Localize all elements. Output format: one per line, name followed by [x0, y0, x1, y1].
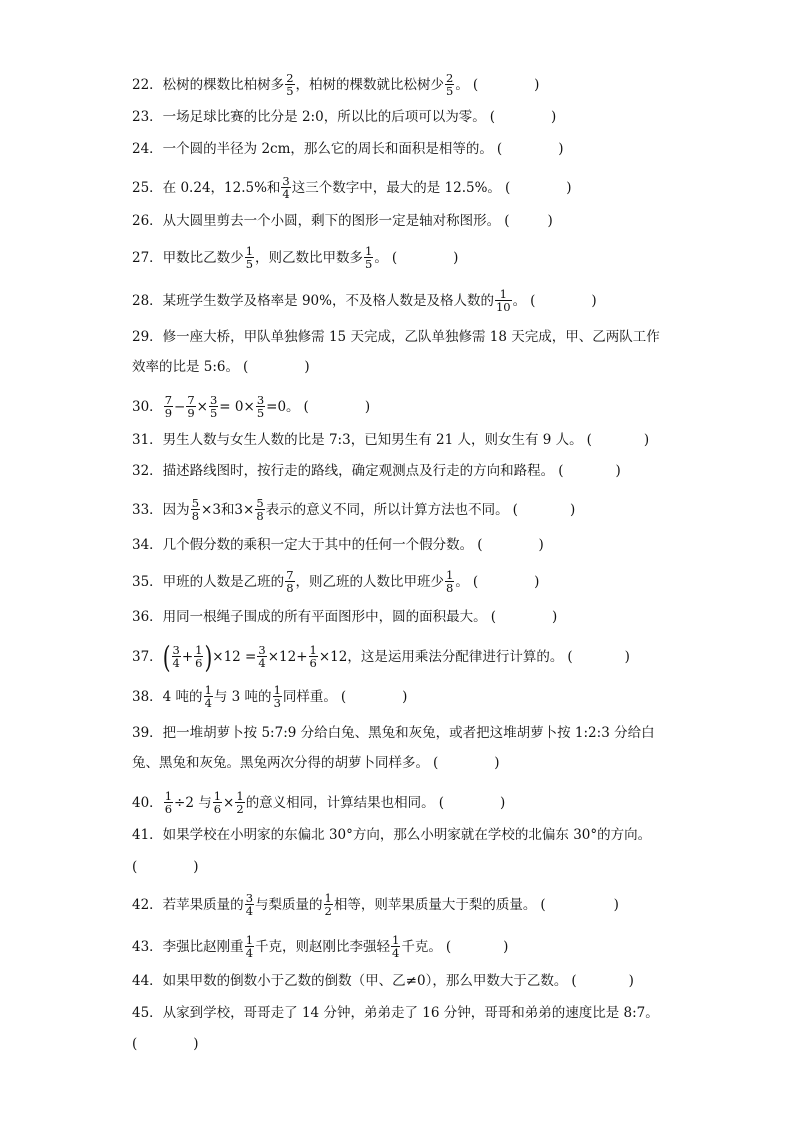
question-text: 。: [374, 249, 388, 266]
denominator: 8: [256, 509, 264, 523]
numerator: 3: [282, 174, 290, 188]
left-bracket: (: [162, 638, 171, 675]
question-text: 。: [455, 76, 469, 93]
fraction: [235, 790, 244, 815]
numerator: 1: [195, 643, 203, 657]
numerator: 1: [204, 683, 212, 697]
question-text: 32．描述路线图时，按行走的路线，确定观测点及行走的方向和路程。: [132, 463, 555, 479]
fraction: [285, 569, 294, 594]
numerator: 5: [256, 496, 264, 510]
denominator: 5: [365, 257, 373, 271]
question-text: 兔、黑兔和灰兔。黑兔两次分得的胡萝卜同样多。: [132, 755, 429, 771]
question-text: 相等，则苹果质量大于梨的质量。: [333, 896, 537, 913]
numerator: 1: [365, 244, 373, 258]
close-paren: ): [402, 688, 408, 705]
answer-blank[interactable]: [504, 212, 553, 230]
denominator: 4: [172, 656, 180, 670]
numerator: 1: [273, 683, 281, 697]
fraction: [391, 934, 400, 959]
close-paren: ): [503, 938, 509, 955]
question-29-cont: [132, 358, 310, 376]
close-paren: ): [550, 109, 557, 125]
numerator: 1: [309, 643, 317, 657]
question-text: 千克，则赵刚比李强轻: [255, 938, 391, 955]
question-43: [132, 934, 508, 959]
open-paren: (: [132, 859, 138, 875]
numerator: 7: [164, 393, 173, 407]
close-paren: ): [624, 648, 630, 665]
open-paren: (: [243, 359, 249, 375]
close-paren: ): [558, 141, 564, 157]
operator: ×12: [318, 648, 348, 665]
close-paren: ): [566, 179, 572, 196]
answer-blank[interactable]: [132, 1035, 199, 1053]
open-paren: (: [445, 938, 452, 955]
question-45-cont: [132, 1035, 199, 1053]
operator: ×: [223, 794, 235, 811]
question-text: 39．把一堆胡萝卜按 5:7:9 分给白兔、黑兔和灰兔，或者把这堆胡萝卜按 1:2:3 分给白: [132, 725, 655, 741]
denominator: 5: [446, 84, 454, 98]
question-text: ，柏树的棵数就比松树少: [295, 76, 445, 93]
fraction: [186, 394, 195, 419]
numerator: 1: [213, 789, 222, 803]
question-text: 22．松树的棵数比柏树多: [132, 76, 285, 93]
question-text: ，则乙数比甲数多: [255, 249, 364, 266]
numerator: 1: [324, 891, 332, 905]
denominator: 4: [392, 946, 400, 960]
question-26: [132, 212, 553, 230]
question-25: [132, 175, 572, 200]
numerator: 3: [209, 393, 218, 407]
answer-blank[interactable]: [571, 972, 634, 990]
fraction: [273, 684, 282, 709]
answer-blank[interactable]: [567, 648, 630, 666]
close-paren: ): [615, 463, 621, 479]
operator: ×: [196, 398, 208, 415]
denominator: 5: [245, 257, 254, 271]
numerator: 7: [187, 393, 195, 407]
question-38: [132, 684, 407, 709]
answer-blank[interactable]: [587, 431, 650, 449]
question-text: 35．甲班的人数是乙班的: [132, 573, 285, 590]
answer-blank[interactable]: [513, 501, 576, 519]
numerator: 1: [499, 287, 507, 301]
answer-blank[interactable]: [558, 462, 621, 480]
close-paren: ): [591, 292, 597, 309]
open-paren: (: [433, 755, 439, 771]
fraction: [324, 892, 333, 917]
numerator: 3: [256, 393, 265, 407]
fraction: [364, 245, 373, 270]
open-paren: (: [472, 573, 479, 590]
denominator: 6: [164, 802, 173, 816]
answer-blank[interactable]: [439, 794, 506, 812]
fraction: [245, 245, 254, 270]
denominator: 4: [245, 946, 254, 960]
fraction: [257, 644, 266, 669]
denominator: 9: [164, 406, 173, 420]
question-44: [132, 972, 634, 990]
question-37: [132, 638, 630, 675]
close-paren: ): [613, 896, 619, 913]
question-text: 同样重。: [282, 688, 337, 705]
open-paren: (: [391, 249, 398, 266]
right-bracket: ): [204, 638, 213, 675]
fraction: [281, 175, 290, 200]
fraction: [204, 684, 213, 709]
answer-blank[interactable]: [490, 108, 557, 126]
close-paren: ): [534, 76, 540, 93]
question-30: [132, 394, 370, 419]
open-paren: (: [340, 688, 347, 705]
operator: −: [174, 398, 186, 415]
denominator: 8: [446, 581, 454, 595]
question-27: [132, 245, 458, 270]
question-text: ，这是运用乘法分配律进行计算的。: [347, 648, 564, 665]
question-text: 23．一场足球比赛的比分是 2:0，所以比的后项可以为零。: [132, 109, 486, 125]
fraction: [164, 394, 173, 419]
question-text: 42．若苹果质量的: [132, 896, 244, 913]
answer-blank[interactable]: [477, 536, 544, 554]
fraction: [309, 644, 318, 669]
fraction: [495, 288, 512, 313]
denominator: 4: [258, 656, 266, 670]
question-45: [132, 1004, 659, 1022]
question-41-cont: [132, 858, 199, 876]
numerator: 3: [172, 643, 180, 657]
close-paren: ): [643, 432, 650, 448]
question-text: 这三个数字中，最大的是 12.5%。: [291, 179, 501, 196]
close-paren: ): [628, 973, 634, 989]
numerator: 3: [245, 891, 254, 905]
question-28: [132, 288, 597, 313]
answer-blank[interactable]: [304, 398, 371, 416]
fraction: [285, 72, 294, 97]
fraction: [191, 497, 200, 522]
denominator: 5: [286, 84, 294, 98]
fraction: [245, 934, 254, 959]
operator: =0。: [266, 398, 300, 415]
question-text: 37．: [132, 648, 163, 665]
open-paren: (: [586, 432, 592, 448]
question-35: [132, 569, 539, 594]
close-paren: ): [304, 359, 310, 375]
denominator: 5: [209, 406, 218, 420]
open-paren: (: [490, 609, 496, 625]
question-22: [132, 72, 539, 97]
close-paren: ): [547, 213, 553, 229]
numerator: 1: [245, 933, 254, 947]
question-23: [132, 108, 556, 126]
close-paren: ): [193, 859, 199, 875]
denominator: 8: [191, 509, 200, 523]
question-40: [132, 790, 505, 815]
close-paren: ): [453, 249, 459, 266]
answer-blank[interactable]: [392, 249, 459, 267]
question-29: [132, 328, 660, 346]
close-paren: ): [551, 609, 558, 625]
denominator: 4: [282, 187, 290, 201]
question-text: 的意义相同，计算结果也相同。: [245, 794, 435, 811]
fraction: [194, 644, 203, 669]
question-32: [132, 462, 621, 480]
numerator: 1: [236, 789, 244, 803]
operator: ÷2 与: [174, 794, 212, 811]
denominator: 6: [309, 656, 317, 670]
answer-blank[interactable]: [341, 688, 408, 706]
question-text: 效率的比是 5:6。: [132, 359, 240, 375]
answer-blank[interactable]: [497, 140, 564, 158]
open-paren: (: [489, 109, 495, 125]
denominator: 2: [236, 802, 244, 816]
operator: = 0×: [219, 398, 255, 415]
question-text: 与梨质量的: [255, 896, 323, 913]
denominator: 4: [245, 904, 254, 918]
answer-blank[interactable]: [505, 179, 572, 197]
open-paren: (: [530, 292, 536, 309]
close-paren: ): [534, 573, 540, 590]
operator: ×3和3×: [201, 501, 255, 518]
question-text: 。: [455, 573, 469, 590]
numerator: 1: [245, 244, 254, 258]
question-text: 千克。: [401, 938, 442, 955]
open-paren: (: [504, 213, 510, 229]
fraction: [445, 72, 454, 97]
numerator: 2: [286, 71, 294, 85]
question-text: 41．如果学校在小明家的东偏北 30°方向，那么小明家就在学校的北偏东 30°的方向。: [132, 827, 652, 843]
operator: ×12 =: [212, 648, 257, 665]
question-text: 43．李强比赵刚重: [132, 938, 244, 955]
question-text: ，则乙班的人数比甲班少: [295, 573, 445, 590]
close-paren: ): [494, 755, 500, 771]
question-34: [132, 536, 544, 554]
question-36: [132, 608, 557, 626]
question-text: 25．在 0.24，12.5%和: [132, 179, 281, 196]
operator: +: [181, 648, 194, 665]
question-text: 44．如果甲数的倒数小于乙数的倒数（甲、乙≠0），那么甲数大于乙数。: [132, 973, 568, 989]
question-24: [132, 140, 563, 158]
question-text: 45．从家到学校，哥哥走了 14 分钟，弟弟走了 16 分钟，哥哥和弟弟的速度比是 8:7。: [132, 1005, 659, 1021]
close-paren: ): [538, 537, 544, 553]
question-text: 与 3 吨的: [213, 688, 272, 705]
numerator: 1: [164, 789, 173, 803]
open-paren: (: [571, 973, 577, 989]
question-33: [132, 497, 575, 522]
question-text: 38．4 吨的: [132, 688, 203, 705]
question-text: 24．一个圆的半径为 2cm，那么它的周长和面积是相等的。: [132, 141, 493, 157]
question-text: 。: [512, 292, 527, 309]
question-39: [132, 724, 655, 742]
denominator: 6: [195, 656, 203, 670]
answer-blank[interactable]: [540, 896, 619, 914]
open-paren: (: [540, 896, 546, 913]
question-text: 33．因为: [132, 501, 190, 518]
question-39-cont: [132, 754, 500, 772]
open-paren: (: [567, 648, 573, 665]
denominator: 3: [273, 696, 281, 710]
question-text: 26．从大圆里剪去一个小圆，剩下的图形一定是轴对称图形。: [132, 213, 501, 229]
numerator: 2: [446, 71, 454, 85]
answer-blank[interactable]: [491, 608, 558, 626]
numerator: 5: [191, 496, 200, 510]
open-paren: (: [504, 179, 511, 196]
numerator: 1: [392, 933, 400, 947]
open-paren: (: [477, 537, 483, 553]
close-paren: ): [193, 1036, 199, 1052]
fraction: [245, 892, 254, 917]
open-paren: (: [303, 398, 309, 415]
denominator: 4: [204, 696, 212, 710]
question-text: 表示的意义不同，所以计算方法也不同。: [265, 501, 509, 518]
question-text: 29．修一座大桥，甲队单独修需 15 天完成，乙队单独修需 18 天完成，甲、乙两队工作: [132, 329, 660, 345]
fraction: [172, 644, 181, 669]
fraction: [445, 569, 454, 594]
open-paren: (: [558, 463, 564, 479]
fraction: [213, 790, 222, 815]
numerator: 3: [258, 643, 266, 657]
close-paren: ): [364, 398, 371, 415]
question-42: [132, 892, 619, 917]
close-paren: ): [569, 501, 576, 518]
open-paren: (: [496, 141, 503, 157]
question-text: 31．男生人数与女生人数的比是 7:3，已知男生有 21 人，则女生有 9 人。: [132, 432, 583, 448]
fraction: [255, 497, 264, 522]
question-text: 28．某班学生数学及格率是 90%，不及格人数是及格人数的: [132, 292, 494, 309]
answer-blank[interactable]: [132, 858, 199, 876]
denominator: 6: [213, 802, 222, 816]
fraction: [256, 394, 265, 419]
question-text: 34．几个假分数的乘积一定大于其中的任何一个假分数。: [132, 537, 474, 553]
answer-blank[interactable]: [530, 292, 597, 310]
open-paren: (: [132, 1036, 138, 1052]
answer-blank[interactable]: [243, 358, 310, 376]
open-paren: (: [512, 501, 518, 518]
denominator: 2: [324, 904, 332, 918]
denominator: 9: [187, 406, 195, 420]
denominator: 5: [256, 406, 265, 420]
question-text: 40．: [132, 794, 163, 811]
open-paren: (: [472, 76, 479, 93]
answer-blank[interactable]: [446, 938, 509, 956]
answer-blank[interactable]: [473, 573, 540, 591]
close-paren: ): [499, 794, 506, 811]
question-text: 36．用同一根绳子围成的所有平面图形中，圆的面积最大。: [132, 609, 487, 625]
question-text: 30．: [132, 398, 163, 415]
numerator: 1: [446, 568, 454, 582]
open-paren: (: [438, 794, 444, 811]
denominator: 10: [495, 300, 511, 314]
question-41: [132, 826, 651, 844]
fraction: [164, 790, 173, 815]
fraction: [209, 394, 218, 419]
answer-blank[interactable]: [473, 76, 540, 94]
answer-blank[interactable]: [433, 754, 500, 772]
denominator: 8: [286, 581, 294, 595]
operator: ×12+: [267, 648, 308, 665]
numerator: 7: [286, 568, 294, 582]
question-31: [132, 431, 649, 449]
question-text: 27．甲数比乙数少: [132, 249, 244, 266]
